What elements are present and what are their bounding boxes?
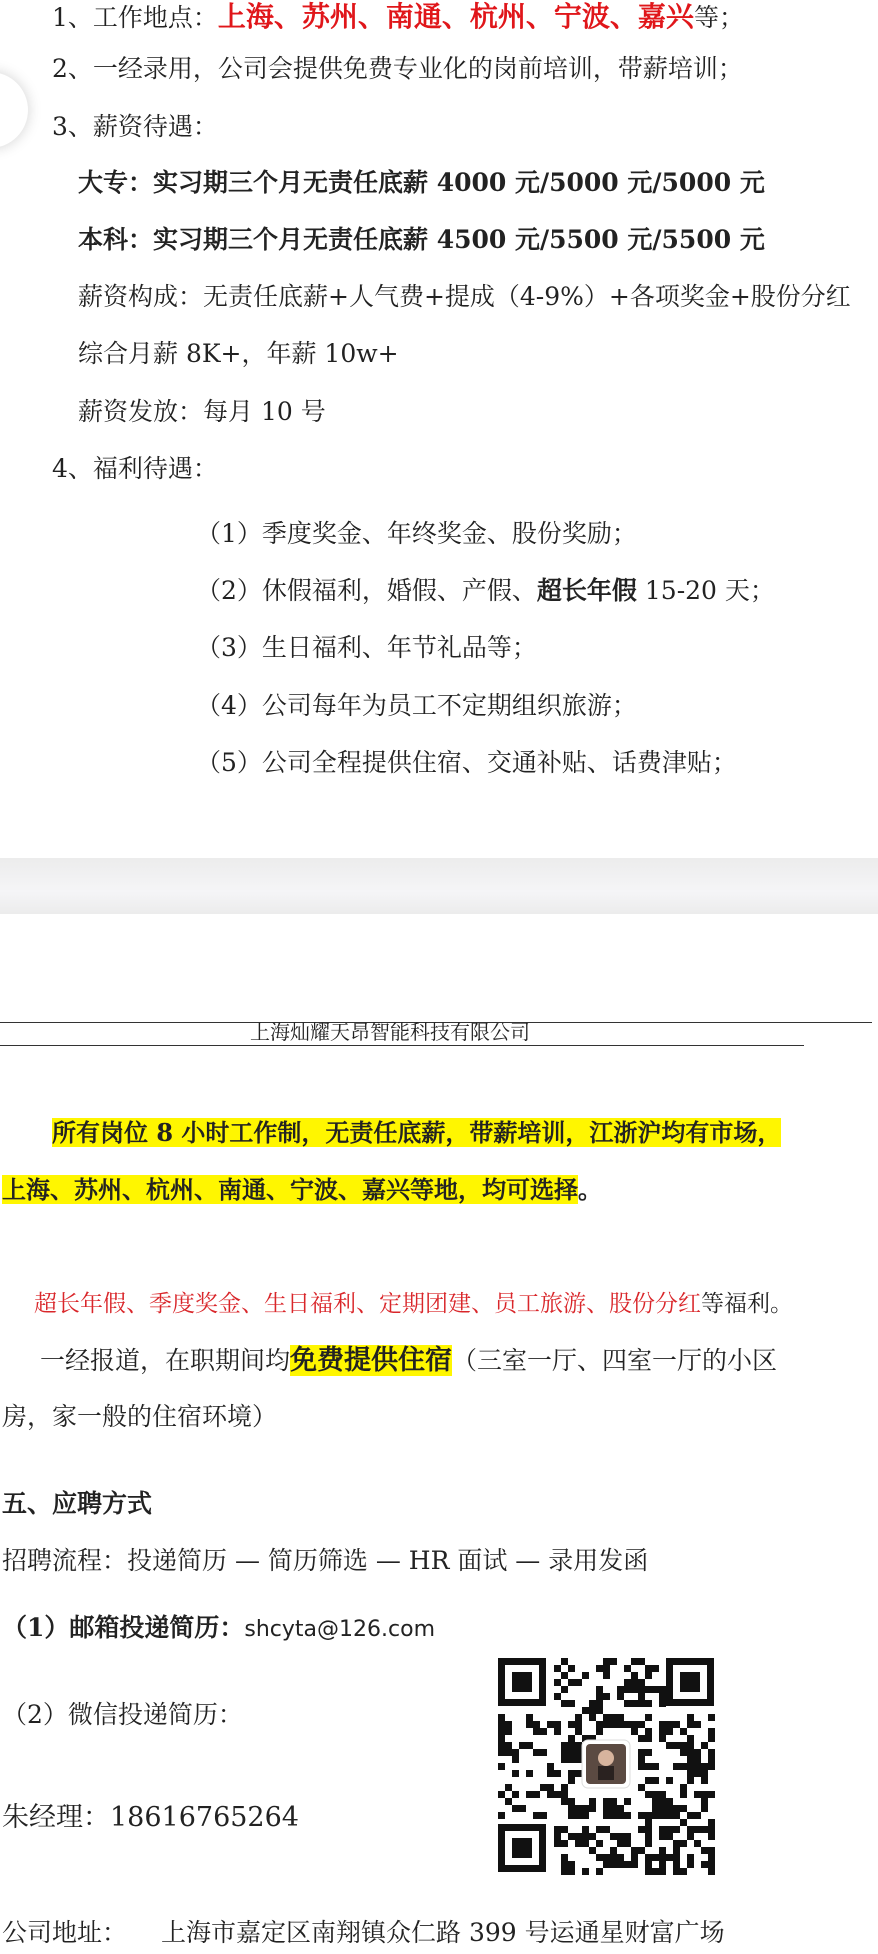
welfare-line [34, 1287, 793, 1321]
housing-suffix: （三室一厅、四室一厅的小区 [452, 1346, 778, 1375]
item-salary-heading: 3、薪资待遇： [52, 112, 218, 141]
benefit-3: （3）生日福利、年节礼品等； [196, 633, 537, 662]
salary-structure: 薪资构成：无责任底薪+人气费+提成（4-9%）+各项奖金+股份分红 [78, 282, 851, 311]
welfare-red-text: 超长年假、季度奖金、生日福利、定期团建、员工旅游、股份分红 [34, 1291, 701, 1317]
contact-phone[interactable]: 18616765264 [110, 1802, 299, 1833]
address-line [2, 1916, 725, 1950]
company-header: 上海灿耀天昂智能科技有限公司 [250, 1020, 530, 1044]
email-label: （1）邮箱投递简历： [2, 1613, 245, 1642]
side-pull-tab[interactable] [0, 72, 28, 148]
benefit-2-bold: 超长年假 [536, 576, 637, 605]
section-5-title: 五、应聘方式 [2, 1489, 153, 1518]
housing-prefix: 一经报道，在职期间均 [40, 1346, 291, 1375]
work-location-suffix: 等； [693, 3, 744, 32]
housing-highlight: 免费提供住宿 [290, 1345, 453, 1376]
item-benefits-heading: 4、福利待遇： [52, 454, 218, 483]
highlight-line-2-text: 上海、苏州、杭州、南通、宁波、嘉兴等地，均可选择 [2, 1175, 578, 1204]
contact-line [2, 1800, 299, 1836]
housing-line-2: 房，家一般的住宿环境） [2, 1402, 278, 1431]
item-training: 2、一经录用，公司会提供免费专业化的岗前培训，带薪培训； [52, 54, 743, 83]
wechat-qr-code-icon[interactable] [494, 1654, 718, 1876]
benefit-2-prefix: （2）休假福利，婚假、产假、 [196, 576, 537, 605]
salary-college: 大专：实习期三个月无责任底薪 4000 元/5000 元/5000 元 [78, 168, 765, 197]
welfare-suffix: 等福利。 [701, 1291, 793, 1317]
benefit-1: （1）季度奖金、年终奖金、股份奖励； [196, 519, 637, 548]
housing-line-1 [40, 1344, 777, 1378]
highlight-line-1 [52, 1116, 781, 1150]
work-location-label: 1、工作地点： [52, 3, 218, 32]
benefit-2 [196, 574, 775, 608]
contact-name: 朱经理： [2, 1802, 110, 1833]
benefit-5: （5）公司全程提供住宿、交通补贴、话费津贴； [196, 748, 737, 777]
highlight-line-2-end: 。 [578, 1175, 602, 1204]
wechat-label: （2）微信投递简历： [2, 1700, 243, 1729]
email-value[interactable]: shcyta@126.com [244, 1617, 436, 1642]
recruit-process: 招聘流程：投递简历 — 简历筛选 — HR 面试 — 录用发函 [2, 1546, 649, 1575]
work-location-cities: 上海、苏州、南通、杭州、宁波、嘉兴 [217, 0, 694, 33]
benefit-4: （4）公司每年为员工不定期组织旅游； [196, 691, 637, 720]
highlight-line-1-text: 所有岗位 8 小时工作制，无责任底薪，带薪培训，江浙沪均有市场， [52, 1118, 782, 1147]
address-label: 公司地址： [2, 1918, 128, 1947]
address-value: 上海市嘉定区南翔镇众仁路 399 号运通星财富广场 [161, 1918, 725, 1947]
page-separator [0, 858, 878, 914]
header-rule-bottom [0, 1045, 804, 1046]
benefit-2-suffix: 15-20 天； [636, 576, 775, 605]
salary-bachelor: 本科：实习期三个月无责任底薪 4500 元/5500 元/5500 元 [78, 225, 765, 254]
page-2 [0, 914, 878, 1954]
item-work-location [52, 0, 744, 35]
salary-payday: 薪资发放：每月 10 号 [78, 397, 326, 426]
email-line [2, 1611, 435, 1647]
salary-monthly: 综合月薪 8K+，年薪 10w+ [78, 339, 399, 368]
highlight-line-2 [2, 1173, 602, 1207]
